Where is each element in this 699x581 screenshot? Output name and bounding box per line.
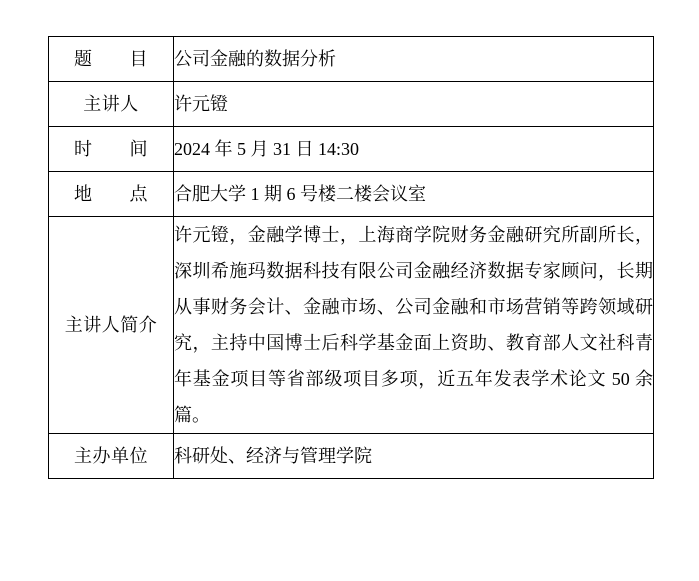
table-row	[49, 82, 654, 127]
row-label-place: 地 点	[49, 172, 174, 217]
row-label-title: 题 目	[49, 37, 174, 82]
row-label-bio: 主讲人简介	[49, 217, 174, 434]
row-label-time: 时 间	[49, 127, 174, 172]
row-value-bio: 许元镫，金融学博士，上海商学院财务金融研究所副所长，深圳希施玛数据科技有限公司金融经济数据专家顾问，长期从事财务会计、金融市场、公司金融和市场营销等跨领域研究，主持中国博士后科学基金面上资助、教育部人文社科青年基金项目等省部级项目多项，近五年发表学术论文 50 余篇。	[174, 217, 654, 434]
table-row	[49, 37, 654, 82]
row-label-organizer: 主办单位	[49, 434, 174, 479]
seminar-info-table-wrapper	[48, 36, 654, 479]
row-value-time: 2024 年 5 月 31 日 14:30	[174, 127, 654, 172]
row-value-title: 公司金融的数据分析	[174, 37, 654, 82]
row-value-organizer: 科研处、经济与管理学院	[174, 434, 654, 479]
table-row	[49, 127, 654, 172]
table-row	[49, 434, 654, 479]
row-value-place: 合肥大学 1 期 6 号楼二楼会议室	[174, 172, 654, 217]
row-value-speaker: 许元镫	[174, 82, 654, 127]
table-row	[49, 217, 654, 434]
seminar-info-table	[48, 36, 654, 479]
row-label-speaker: 主讲人	[49, 82, 174, 127]
table-row	[49, 172, 654, 217]
